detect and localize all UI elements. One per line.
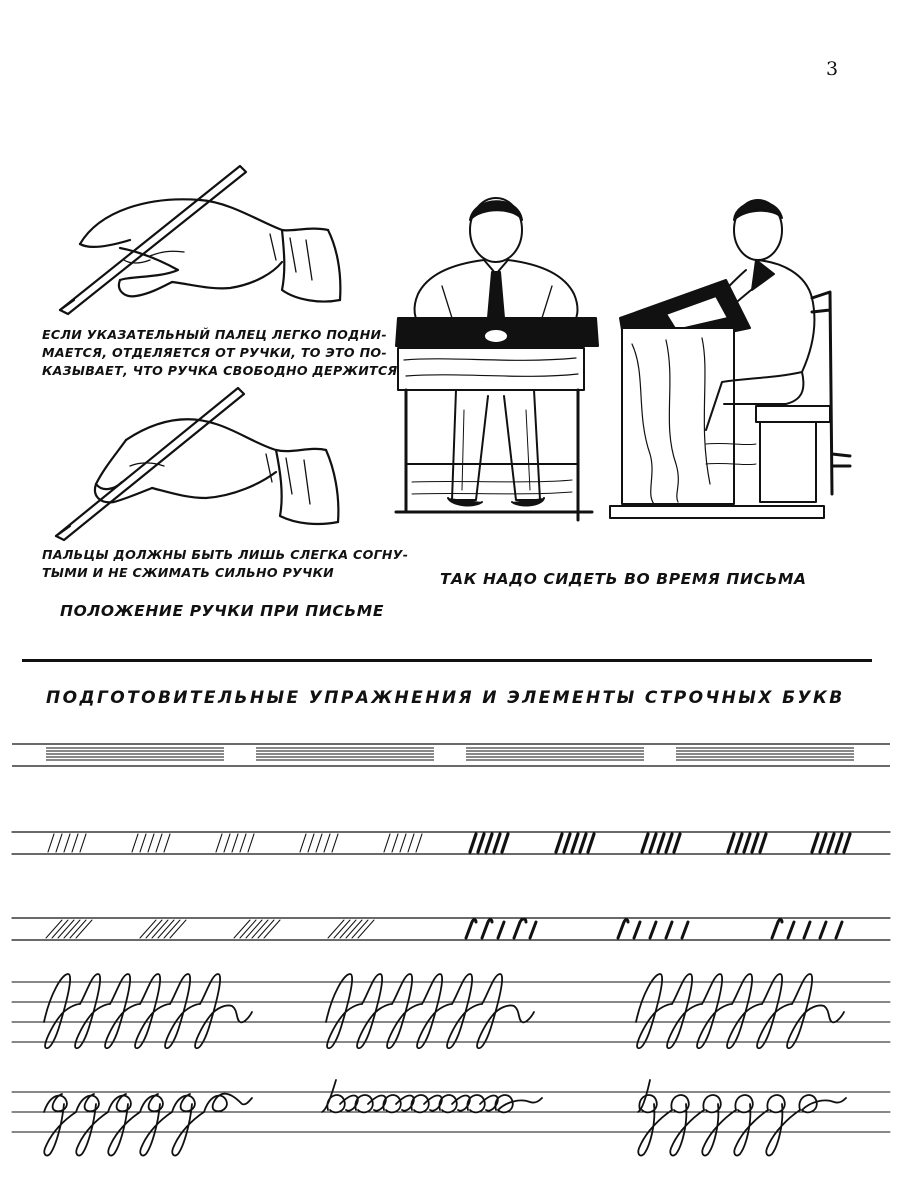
caption-line: ТЫМИ И НЕ СЖИМАТЬ СИЛЬНО РУЧКИ	[42, 565, 335, 580]
caption-fingers-bent	[42, 546, 422, 582]
caption-index-finger	[42, 326, 402, 380]
caption-line: КАЗЫВАЕТ, ЧТО РУЧКА СВОБОДНО ДЕРЖИТСЯ	[42, 363, 398, 378]
exercise-row-loop-letters	[0, 964, 900, 1054]
boy-at-desk-front-illustration	[392, 190, 602, 530]
pen-position-title: ПОЛОЖЕНИЕ РУЧКИ ПРИ ПИСЬМЕ	[60, 602, 385, 620]
exercise-row-hooked-strokes	[0, 912, 900, 946]
exercises-title: ПОДГОТОВИТЕЛЬНЫЕ УПРАЖНЕНИЯ И ЭЛЕМЕНТЫ СТРОЧНЫХ БУКВ	[46, 688, 845, 708]
caption-line: МАЕТСЯ, ОТДЕЛЯЕТСЯ ОТ РУЧКИ, ТО ЭТО ПО-	[42, 345, 387, 360]
hand-pen-grip-illustration-bottom	[56, 384, 346, 544]
posture-title: ТАК НАДО СИДЕТЬ ВО ВРЕМЯ ПИСЬМА	[440, 570, 807, 588]
boy-at-desk-side-illustration	[606, 194, 856, 524]
caption-line: ЕСЛИ УКАЗАТЕЛЬНЫЙ ПАЛЕЦ ЛЕГКО ПОДНИ-	[42, 327, 387, 342]
exercise-row-horizontal-strokes	[0, 740, 900, 772]
section-divider	[22, 659, 872, 662]
hand-pen-grip-illustration-top	[60, 160, 350, 320]
exercise-row-o-loops	[0, 1070, 900, 1160]
caption-line: ПАЛЬЦЫ ДОЛЖНЫ БЫТЬ ЛИШЬ СЛЕГКА СОГНУ-	[42, 547, 409, 562]
page-number: 3	[826, 58, 839, 80]
exercise-row-slanted-sticks	[0, 826, 900, 862]
